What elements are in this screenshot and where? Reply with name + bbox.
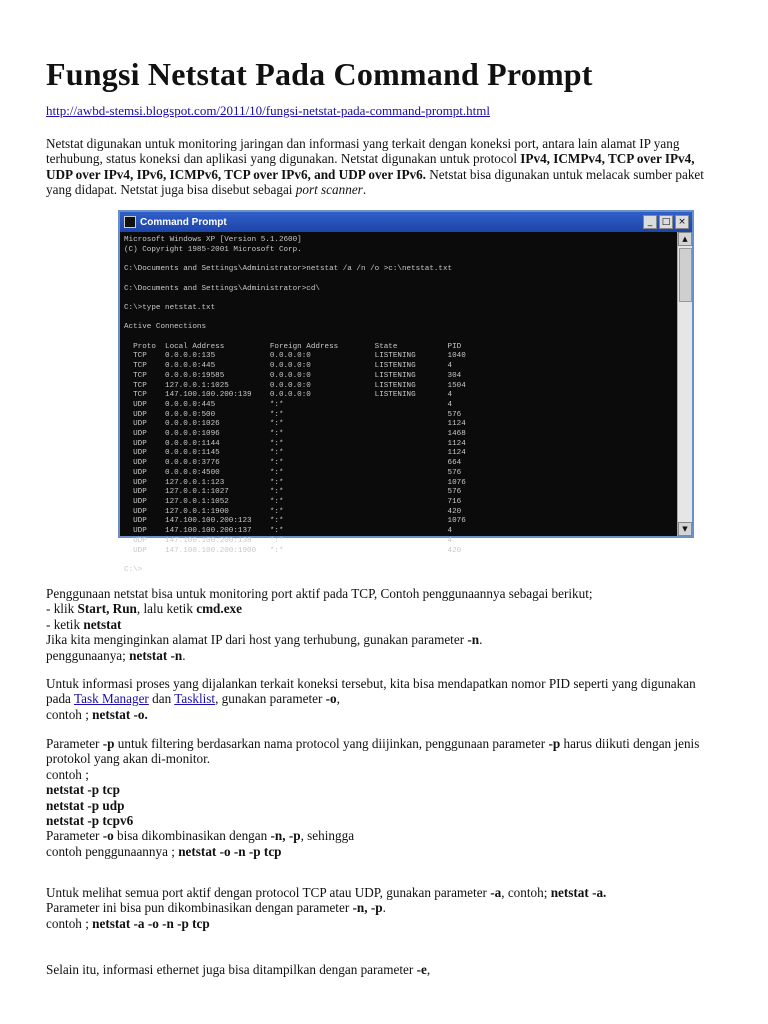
netstat-n-example: netstat -n (129, 647, 183, 663)
usage-line-4 (46, 632, 722, 647)
all-text-1: Untuk melihat semua port aktif dengan protocol TCP atau UDP, gunakan parameter (46, 885, 491, 900)
netstat-o-example: netstat -o. (92, 706, 148, 722)
intro-text-2: Netstat bisa digunakan untuk melacak sumber paket yang didapat. Netstat juga bisa disebut sebagai (46, 166, 704, 198)
protocol-paragraph (46, 736, 722, 767)
pid-text-2: dan (148, 691, 175, 707)
window-titlebar (120, 212, 692, 232)
usage-line-4-pre: Jika kita menginginkan alamat IP dari host yang terhubung, gunakan parameter (46, 632, 468, 648)
console-line (124, 294, 674, 304)
console-line (124, 275, 674, 285)
console-line: C:\> (124, 565, 143, 574)
console-line: Active Connections (124, 323, 207, 332)
console-line: TCP 0.0.0.0:19585 0.0.0.0:0 LISTENING 304 (124, 371, 462, 380)
console-line: Proto Local Address Foreign Address State PID (124, 342, 462, 351)
intro-paragraph (46, 136, 722, 198)
protocol-example (46, 844, 722, 859)
console-icon (124, 216, 136, 228)
param-n-text: -n (467, 632, 480, 648)
param-o-text: -o (325, 691, 337, 707)
protocol-text-3: harus diikuti dengan jenis protokol yang akan di-monitor. (46, 736, 700, 767)
console-line: UDP 0.0.0.0:1145 *:* 1124 (124, 449, 466, 458)
intro-text-3: . (362, 182, 367, 198)
tasklist-link[interactable]: Tasklist (174, 691, 216, 707)
pid-paragraph (46, 676, 722, 707)
console-line: UDP 0.0.0.0:1026 *:* 1124 (124, 420, 466, 429)
usage-line-5 (46, 648, 722, 663)
console-output (120, 232, 678, 574)
usage-line-4-post: . (479, 632, 483, 648)
console-line: C:\Documents and Settings\Administrator>netstat /a /n /o >c:\netstat.txt (124, 265, 453, 274)
combine-p: -p (288, 828, 301, 844)
intro-port-scanner: port scanner (295, 182, 363, 198)
window-title: Command Prompt (140, 216, 227, 228)
all-ports-section (46, 885, 722, 931)
usage-line-2-pre: - klik (46, 601, 78, 617)
cmd-exe-text: cmd.exe (196, 601, 242, 617)
netstat-a-o-n-p-tcp-example: netstat -a -o -n -p tcp (92, 915, 210, 931)
console-line: TCP 0.0.0.0:445 0.0.0.0:0 LISTENING 4 (124, 362, 453, 371)
console-line (124, 255, 674, 265)
all-text-2: , contoh; (501, 885, 551, 900)
pid-text-4: , (336, 691, 340, 707)
netstat-text: netstat (83, 616, 122, 632)
console-line: C:\>type netstat.txt (124, 303, 216, 312)
netstat-p-tcpv6-example: netstat -p tcpv6 (46, 813, 134, 829)
usage-line-3 (46, 617, 722, 632)
combine-mid: bisa dikombinasikan dengan (113, 828, 271, 844)
ethernet-section (46, 962, 722, 977)
all-example-pre: contoh ; (46, 915, 93, 931)
usage-line-5-pre: penggunaanya; (46, 647, 130, 663)
combine-post: , sehingga (300, 828, 355, 844)
console-line: UDP 147.100.100.200:1900 *:* 420 (124, 546, 462, 555)
all-ports-line-1 (46, 885, 722, 900)
combine-pre: Parameter (46, 828, 103, 844)
usage-line-1: Penggunaan netstat bisa untuk monitoring port aktif pada TCP, Contoh penggunaannya sebagai berikut; (46, 586, 593, 601)
param-e-text: -e (416, 962, 427, 977)
console-line (124, 556, 674, 566)
console-line: UDP 127.0.0.1:1900 *:* 420 (124, 507, 462, 516)
pid-section (46, 676, 722, 722)
console-line: UDP 0.0.0.0:4500 *:* 576 (124, 468, 462, 477)
console-line (124, 314, 674, 324)
pid-text-3: , gunakan parameter (215, 691, 326, 707)
pid-example (46, 707, 722, 722)
usage-line-2-mid: , lalu ketik (136, 601, 197, 617)
console-line: UDP 147.100.100.200:137 *:* 4 (124, 527, 453, 536)
protocol-section (46, 736, 722, 859)
usage-section (46, 586, 722, 663)
source-link[interactable]: http://awbd-stemsi.blogspot.com/2011/10/fungsi-netstat-pada-command-prompt.html (46, 103, 490, 118)
netstat-o-n-p-tcp-example: netstat -o -n -p tcp (178, 843, 282, 859)
protocol-contoh: contoh ; (46, 766, 89, 782)
console-line: UDP 127.0.0.1:1027 *:* 576 (124, 488, 462, 497)
all-ports-example (46, 916, 722, 931)
maximize-icon: □ (659, 215, 673, 229)
pid-example-pre: contoh ; (46, 706, 93, 722)
param-p-text: -p (102, 736, 115, 751)
console-line: UDP 127.0.0.1:123 *:* 1076 (124, 478, 466, 487)
console-line: UDP 147.100.100.200:123 *:* 1076 (124, 517, 466, 526)
ethernet-text-2: , (426, 962, 431, 977)
param-a-text: -a (490, 885, 502, 900)
intro-text-1: Netstat digunakan untuk monitoring jaringan dan informasi yang terkait dengan koneksi port, antara lain alamat IP yang terhubung, status koneksi dan aplikasi yang digunakan. Netstat digunakan untuk protocol (46, 136, 680, 167)
usage-line-2 (46, 601, 722, 616)
console-line: Microsoft Windows XP [Version 5.1.2600] (124, 236, 302, 244)
console-line: UDP 0.0.0.0:1096 *:* 1468 (124, 430, 466, 439)
start-run-text: Start, Run (77, 601, 137, 617)
console-line: TCP 147.100.100.200:139 0.0.0.0:0 LISTENING 4 (124, 391, 453, 400)
scroll-up-icon: ▲ (678, 232, 692, 246)
console-line: UDP 0.0.0.0:445 *:* 4 (124, 400, 453, 409)
page-title: Fungsi Netstat Pada Command Prompt (46, 56, 593, 92)
protocol-combine (46, 828, 722, 843)
protocol-text-2: untuk filtering berdasarkan nama protocol yang diijinkan, penggunaan parameter (114, 736, 549, 751)
minimize-icon: _ (643, 215, 657, 229)
combine-o: -o (102, 828, 114, 844)
protocol-example-pre: contoh penggunaannya ; (46, 843, 179, 859)
all-line-2-pre: Parameter ini bisa pun dikombinasikan dengan parameter (46, 900, 353, 916)
intro-protocols: IPv4, ICMPv4, TCP over IPv4, UDP over IPv4, IPv6, ICMPv6, TCP over IPv6, and UDP over IPv6. (46, 151, 695, 182)
usage-line-3-pre: - ketik (46, 616, 84, 632)
console-line: UDP 0.0.0.0:3776 *:* 664 (124, 459, 462, 468)
netstat-a-example: netstat -a. (550, 885, 607, 900)
console-line: UDP 0.0.0.0:1144 *:* 1124 (124, 439, 466, 448)
console-line: UDP 127.0.0.1:1052 *:* 716 (124, 497, 462, 506)
ethernet-text-1: Selain itu, informasi ethernet juga bisa ditampilkan dengan parameter (46, 962, 417, 977)
console-scrollbar (677, 232, 692, 536)
pid-text-1: Untuk informasi proses yang dijalankan terkait koneksi tersebut, kita bisa mendapatkan nomor PID seperti yang digunakan pada (46, 676, 696, 707)
usage-line-5-post: . (182, 647, 186, 663)
netstat-p-tcp-example: netstat -p tcp (46, 782, 120, 798)
param-n-p-text: -n, -p (352, 900, 383, 916)
console-line: UDP 0.0.0.0:500 *:* 576 (124, 410, 462, 419)
console-line: (C) Copyright 1985-2001 Microsoft Corp. (124, 245, 302, 254)
all-line-2-post: . (382, 900, 386, 916)
scroll-down-icon: ▼ (678, 522, 692, 536)
netstat-p-udp-example: netstat -p udp (46, 797, 125, 813)
task-manager-link[interactable]: Task Manager (73, 691, 149, 707)
console-line (124, 333, 674, 343)
combine-n: -n, (270, 828, 286, 844)
console-line: C:\Documents and Settings\Administrator>cd\ (124, 284, 320, 293)
protocol-text-1: Parameter (46, 736, 103, 751)
console-line: TCP 127.0.0.1:1025 0.0.0.0:0 LISTENING 1504 (124, 381, 466, 390)
console-line: TCP 0.0.0.0:135 0.0.0.0:0 LISTENING 1040 (124, 352, 466, 361)
all-ports-line-2 (46, 900, 722, 915)
scroll-thumb (679, 248, 692, 302)
close-icon: × (675, 215, 689, 229)
command-prompt-screenshot (118, 210, 694, 574)
console-line: UDP 147.100.100.200:138 *:* 4 (124, 536, 453, 545)
param-p-text-2: -p (548, 736, 561, 751)
